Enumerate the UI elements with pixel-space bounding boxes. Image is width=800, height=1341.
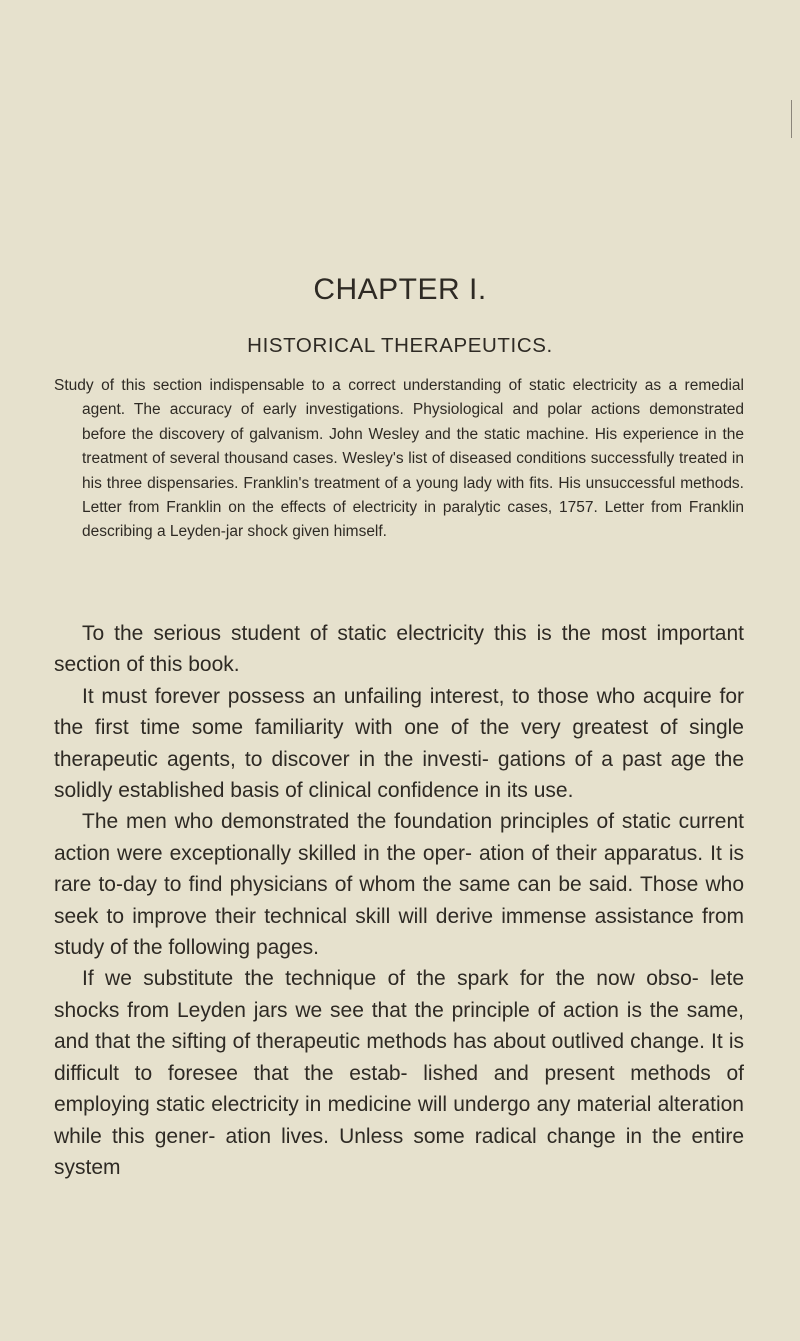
paper-mark xyxy=(791,100,792,138)
chapter-subtitle: HISTORICAL THERAPEUTICS. xyxy=(247,334,553,357)
body-text xyxy=(54,618,744,1183)
chapter-title: CHAPTER I. xyxy=(313,273,487,306)
paragraph: The men who demonstrated the foundation principles of static current action were exceptionally skilled in the oper- ation of their apparatus. It is rare to-day to find physicians of whom the same can be said. Those who seek to improve their technical skill will derive immense assistance from study of the following pages. xyxy=(54,810,744,960)
paragraph: To the serious student of static electricity this is the most important section of this book. xyxy=(54,622,744,677)
paragraph: If we substitute the technique of the spark for the now obso- lete shocks from Leyden jars we see that the principle of action is the same, and that the sifting of therapeutic methods has about outlived change. It is difficult to foresee that the estab- lished and present methods of employing static electricity in medicine will undergo any material alteration while this gener- ation lives. Unless some radical change in the entire system xyxy=(54,967,744,1179)
chapter-synopsis: Study of this section indispensable to a correct understanding of static electricity as a remedial agent. The accuracy of early investigations. Physiological and polar actions demonstrated before the discovery of galvanism. John Wesley and the static machine. His experience in the treatment of several thousand cases. Wesley's list of diseased conditions successfully treated in his three dispensaries. Franklin's treatment of a young lady with fits. His unsuccessful methods. Letter from Franklin on the effects of electricity in paralytic cases, 1757. Letter from Franklin describing a Leyden-jar shock given himself. xyxy=(54,377,744,541)
paragraph: It must forever possess an unfailing interest, to those who acquire for the first time some familiarity with one of the very greatest of single therapeutic agents, to discover in the investi- gations of a past age the solidly established basis of clinical confidence in its use. xyxy=(54,684,744,803)
